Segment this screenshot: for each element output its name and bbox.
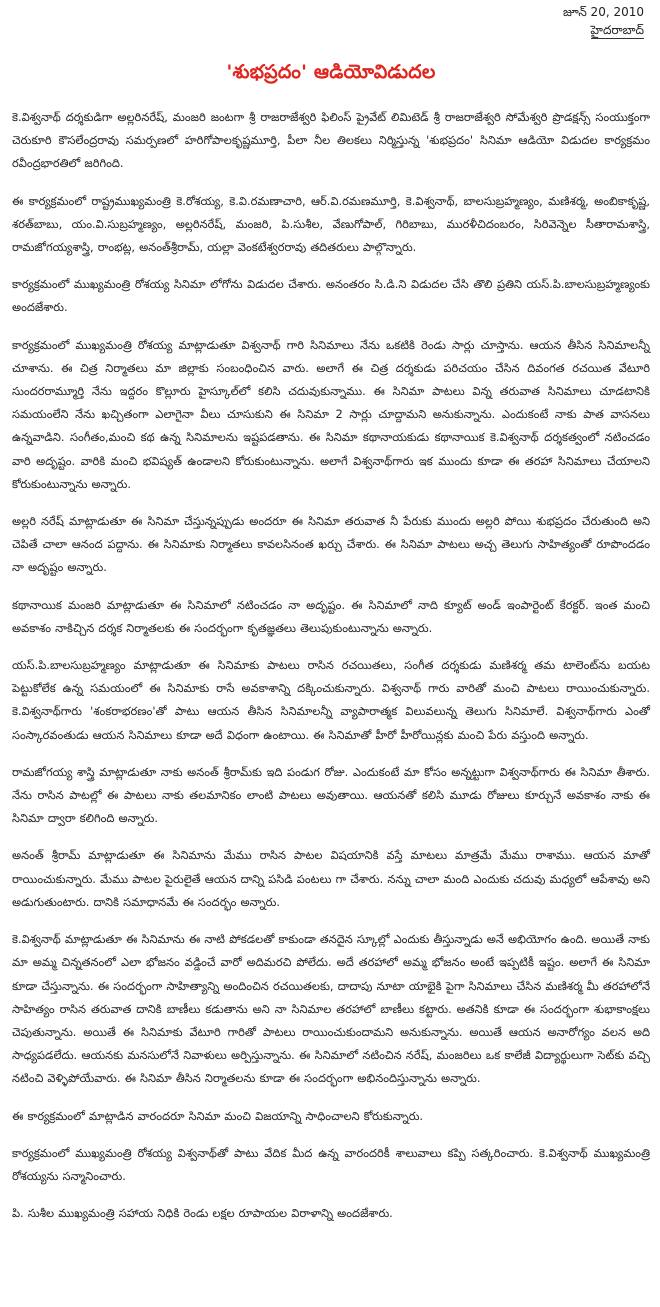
paragraph: కె.విశ్వనాథ్ దర్శకుడిగా అల్లరినరేష్, మంజరి జంటగా శ్రీ రాజరాజేశ్వరి ఫిలింస్ ప్రైవేట్ లిమిటెడ్ శ్రీ రాజరాజేశ్వరి సోమేశ్వరి ప్రొడక్షన్స్ సంయుక్తంగా చెరుకూరి కౌసలేంద్రరావు సమర్పణలో హరిగోపాలకృష్ణమూర్తి, పీలా నీల తిలకలు నిర్మిస్తున్న 'శుభప్రదం' సినిమా ఆడియో విడుదల కార్యక్రమం రవీంద్రభారతిలో జరిగింది. <box>12 110 650 171</box>
place: హైదరాబాద్ <box>590 23 644 37</box>
dateline <box>12 0 650 39</box>
paragraph: కార్యక్రమంలో ముఖ్యమంత్రి రోశయ్య సినిమా లోగోను విడుదల చేశారు. అనంతరం సి.డి.ని విడుదల చేసి తొలి ప్రతిని యస్.పి.బాలసుబ్రహ్మణ్యంకు అందజేశారు. <box>12 277 650 315</box>
paragraph: కార్యక్రమంలో ముఖ్యమంత్రి రోశయ్య మాట్లాడుతూ విశ్వనాథ్ గారి సినిమాలు నేను ఒకటికి రెండు సార్లు చూస్తాను. ఆయన తీసిన సినిమాలన్నీ చూశాను. ఈ చిత్ర నిర్మాతలు మా జిల్లాకు సంబంధించిన వారు. అలాగే ఈ చిత్ర దర్శకుడు పరిచయం చేసిన దివంగత రచయిత వేటూరి సుందరరామ్మూర్తి నేను ఇద్దరం కొల్లూరు హైస్కూల్‌లో కలిసి చదువుకున్నాము. ఈ సినిమా పాటలు విన్న తరువాత సినిమాలు చూడటానికి సమయంలేని నేను ఖచ్చితంగా ఎలాగైనా వీలు చూసుకుని ఈ సినిమా 2 సార్లు చూద్దామని అనుకున్నాను. ఎందుకంటే నాకు పాత వాసనలు ఉన్నవాడిని. సంగీతం,మంచి కథ ఉన్న సినిమాలను ఇష్టపడతాను. ఈ సినిమా కథానాయకుడు కథానాయిక కె.విశ్వనాథ్ దర్శకత్వంలో నటించడం వారి అదృష్టం. వారికి మంచి భవిష్యత్ ఉండాలని కోరుకుంటున్నాను. అలాగే విశ్వనాథ్‌గారు ఇక ముందు కూడా ఈ తరహా సినిమాలు చేయాలని కోరుకుంటున్నాను అన్నారు. <box>12 337 650 491</box>
article-body <box>12 106 650 1225</box>
paragraph: రామజోగయ్య శాస్త్రి మాట్లాడుతూ నాకు అనంత్ శ్రీరామ్‌కు ఇది పండుగ రోజు. ఎందుకంటే మా కోసం అన్నట్టుగా విశ్వనాథ్‌గారు ఈ సినిమా తీశారు. నేను రాసిన పాటల్లో ఈ పాటలు నాకు తలమానికం లాంటి పాటలు అవుతాయి. ఆయనతో కలిసి మూడు రోజులు కూర్చునే అవకాశం నాకు ఈ సినిమా ద్వారా కలిగింది అన్నారు. <box>12 764 650 826</box>
paragraph: కథానాయిక మంజరి మాట్లాడుతూ ఈ సినిమాలో నటించడం నా అదృష్టం. ఈ సినిమాలో నాది క్యూట్ అండ్ ఇంపార్టెంట్ కేరక్టర్. ఇంత మంచి అవకాశం నాకిచ్చిన దర్శక నిర్మాతలకు ఈ సందర్భంగా కృతజ్ఞతలు తెలుపుకుంటున్నాను అన్నారు. <box>12 597 650 635</box>
paragraph: ఈ కార్యక్రమంలో రాష్ట్రముఖ్యమంత్రి కె.రోశయ్య, కె.వి.రమణాచారి, ఆర్.వి.రమణమూర్తి, కె.విశ్వనాథ్, బాలసుబ్రహ్మణ్యం, మణిశర్మ, అంబికాకృష్ణ, శరత్‌బాబు, యం.వి.సుబ్రహ్మణ్యం, అల్లరినరేష్, మంజరి, పి.సుశీల, వేణుగోపాల్, గిరిబాబు, మురళీచిదంబరం, సిరివెన్నెల సీతారామశాస్త్రి, రామజోగయ్యశాస్త్రి, రాంభట్ల, అనంత్‌శ్రీరామ్, యల్లా వెంకటేశ్వరరావు తదితరులు పాల్గొన్నారు. <box>12 193 650 255</box>
paragraph: కార్యక్రమంలో ముఖ్యమంత్రి రోశయ్య విశ్వనాథ్‌తో పాటు వేదిక మీద ఉన్న వారందరికీ శాలువాలు కప్పి సత్కరించారు. కె.విశ్వనాథ్ ముఖ్యమంత్రి రోశయ్యను సన్మానించారు. <box>12 1145 650 1183</box>
paragraph: ఈ కార్యక్రమంలో మాట్లాడిన వారందరూ సినిమా మంచి విజయాన్ని సాధించాలని కోరుకున్నారు. <box>12 1108 424 1123</box>
paragraph: యస్.పి.బాలసుబ్రహ్మణ్యం మాట్లాడుతూ ఈ సినిమాకు పాటలు రాసిన రచయితలు, సంగీత దర్శకుడు మణిశర్మ తమ టాలెంట్‌ను బయట పెట్టుకోలేక ఉన్న సమయంలో ఈ సినిమాకు రాసే అవకాశాన్ని దక్కించుకున్నారు. విశ్వనాథ్ గారు వారితో మంచి పాటలు రాయించుకున్నారు. కె.విశ్వనాథ్‌గారు 'శంకరాభరణం'తో పాటు ఆయన తీసిన సినిమాలన్నీ వ్యాపారాత్మక విలువలున్న తెలుగు సినిమాలే. విశ్వనాథ్‌గారు ఎంతో సంస్కారవంతుడు ఆయన సినిమాలు కూడా అదే విధంగా ఉంటాయి. ఈ సినిమాతో హీరో హీరోయిన్లకు మంచి పేరు వస్తుంది అన్నారు. <box>12 658 650 742</box>
date: జూన్ 20, 2010 <box>562 5 644 19</box>
paragraph: కె.విశ్వనాథ్ మాట్లాడుతూ ఈ సినిమాను ఈ నాటి పోకడలతో కాకుండా తనదైన స్కూల్లో ఎందుకు తీస్తున్నాడు అనే అభియోగం ఉంది. అయితే నాకు మా అమ్మ చిన్నతనంలో ఎలా భోజనం వడ్డించే వారో అదిమరచి పోలేదు. అదే తరహాలో అమ్మ భోజనం అంటే ఇప్పటికీ ఇష్టం. అలాగే ఈ సినిమా కూడా చేస్తున్నాను. ఈ సందర్భంగా సాహిత్యాన్ని అందించిన రచయితలకు, దాదాపు నూటా యాభైకి పైగా సినిమాలు చేసిన మణిశర్మ మీ తరహాలోనే సాహిత్యం రాసిన తరువాత దానికి బాణీలు కడుతాను అని నా సినిమాల తరహాలో బాణీలు కట్టారు. అతనికి కూడా ఈ సందర్భంగా శుభాకాంక్షలు చెపుతున్నాను. అయితే ఈ సినిమాకు వేటూరి గారితో పాటలు రాయించుకుందామని అనుకున్నాను. అయితే ఆయన అనారోగ్యం వలన అది సాధ్యపడలేదు. ఆయనకు మనసులోనే నివాళులు అర్పిస్తున్నాను. ఈ సినిమాలో నటించిన నరేష్, మంజరిలు ఒక కాలేజీ విద్యార్థులుగా సెట్‌కు వచ్చి నటించి వెళ్ళిపోయేవారు. ఈ సినిమా తీసిన నిర్మాతలను కూడా ఈ సందర్భంగా అభినందిస్తున్నాను అన్నారు. <box>12 932 650 1086</box>
article-title: 'శుభప్రదం' ఆడియోవిడుదల <box>226 61 436 83</box>
paragraph: అల్లరి నరేష్ మాట్లాడుతూ ఈ సినిమా చేస్తున్నప్పుడు అందరూ ఈ సినిమా తరువాత నీ పేరుకు ముందు అల్లరి పోయి శుభప్రదం చేరుతుంది అని చెపితే చాలా ఆనంద పద్దాను. ఈ సినిమాకు నిర్మాతలు కావలసినంత ఖర్చు చేశారు. ఈ సినిమా పాటలు అచ్చ తెలుగు సాహిత్యంతో రూపొందడం నా అదృష్టం అన్నారు. <box>12 514 650 575</box>
paragraph: పి. సుశీల ముఖ్యమంత్రి సహాయ నిధికి రెండు లక్షల రూపాయల విరాళాన్ని అందజేశారు. <box>12 1206 393 1221</box>
paragraph: అనంత్ శ్రీరామ్ మాట్లాడుతూ ఈ సినిమాను మేము రాసిన పాటల విషయానికి వస్తే మాటలు మాత్రమే మేము రాశాము. ఆయన మాతో రాయించుకున్నారు. మేము పాటల పైరులైతే ఆయన దాన్ని పసిడి పంటలు గా చేశారు. నన్ను చాలా మంది ఎందుకు చదువు మధ్యలో ఆపేశావు అని అడుగుతుంటారు. దానికి సమాధానమే ఈ సందర్భం అన్నారు. <box>12 848 650 909</box>
